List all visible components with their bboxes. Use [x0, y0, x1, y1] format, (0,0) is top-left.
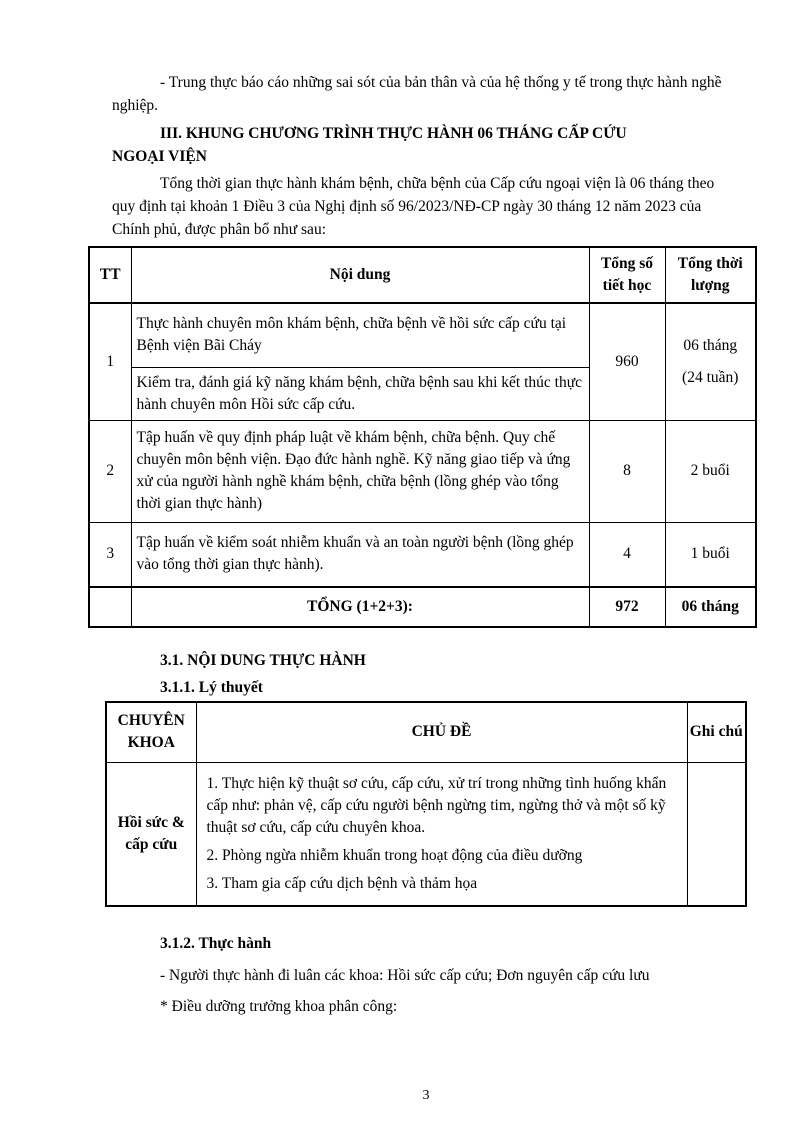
row1-periods: 960: [589, 303, 665, 420]
table-row-1a: [89, 303, 756, 367]
section-heading-line2: NGOẠI VIỆN: [112, 148, 207, 165]
row2-content: Tập huấn về quy định pháp luật về khám bệnh, chữa bệnh. Quy chế chuyên môn bệnh viện. Đạo đức hành nghề. Kỹ năng giao tiếp và ứng xử của người hành nghề khám bệnh, chữa bệnh (lồng ghép vào tổng thời gian thực hành): [131, 420, 589, 522]
theory-table-row: [106, 762, 746, 906]
table-row-3: [89, 522, 756, 587]
col-header-content: Nội dung: [131, 247, 589, 303]
page-number: 3: [422, 1088, 430, 1103]
row1-duration: 06 tháng (24 tuần): [665, 303, 756, 420]
col-header-topic: CHỦ ĐỀ: [196, 702, 687, 762]
row1-number: 1: [89, 303, 131, 420]
row2-periods: 8: [589, 420, 665, 522]
section-312-title: 3.1.2. Thực hành: [160, 934, 272, 952]
section-31-title: 3.1. NỘI DUNG THỰC HÀNH: [160, 652, 366, 669]
paragraph-honesty: - Trung thực báo cáo những sai sót của bản thân và của hệ thống y tế trong thực hành nghề nghiệp.: [112, 74, 722, 114]
paragraph-total-time: Tổng thời gian thực hành khám bệnh, chữa bệnh của Cấp cứu ngoại viện là 06 tháng theo quy định tại khoản 1 Điều 3 của Nghị định số 96/2023/NĐ-CP ngày 30 tháng 12 năm 2023 của Chính phủ, được phân bổ như sau:: [112, 175, 715, 238]
row1-content-part1: Thực hành chuyên môn khám bệnh, chữa bệnh về hồi sức cấp cứu tại Bệnh viện Bãi Cháy: [131, 303, 589, 367]
row3-periods: 4: [589, 522, 665, 587]
total-label: TỔNG (1+2+3):: [131, 587, 589, 627]
table-row-2: [89, 420, 756, 522]
section-heading-line1: III. KHUNG CHƯƠNG TRÌNH THỰC HÀNH 06 THÁNG CẤP CỨU: [160, 125, 627, 142]
total-duration: 06 tháng: [665, 587, 756, 627]
framework-table: [88, 246, 757, 628]
section-311-title: 3.1.1. Lý thuyết: [160, 679, 263, 696]
col-header-duration: Tổng thời lượng: [665, 247, 756, 303]
col-header-note: Ghi chú: [687, 702, 746, 762]
row2-number: 2: [89, 420, 131, 522]
section-heading-iii: [112, 122, 740, 168]
total-periods: 972: [589, 587, 665, 627]
col-header-tt: TT: [89, 247, 131, 303]
row2-duration: 2 buổi: [665, 420, 756, 522]
row3-content: Tập huấn về kiểm soát nhiễm khuẩn và an toàn người bệnh (lồng ghép vào tổng thời gian thực hành).: [131, 522, 589, 587]
framework-table-header-row: [89, 247, 756, 303]
row3-number: 3: [89, 522, 131, 587]
topic-item-2: 2. Phòng ngừa nhiễm khuẩn trong hoạt động của điều dưỡng: [206, 846, 583, 864]
col-header-specialty: CHUYÊN KHOA: [106, 702, 196, 762]
assignment-line: * Điều dưỡng trưởng khoa phân công:: [160, 997, 398, 1015]
topic-item-3: 3. Tham gia cấp cứu dịch bệnh và thảm họa: [206, 874, 478, 892]
topic-cell: [196, 762, 687, 906]
theory-table-header-row: [106, 702, 746, 762]
theory-table: [105, 701, 747, 907]
row3-duration: 1 buổi: [665, 522, 756, 587]
row1-content-part2: Kiểm tra, đánh giá kỹ năng khám bệnh, chữa bệnh sau khi kết thúc thực hành chuyên môn Hồi sức cấp cứu.: [131, 367, 589, 420]
topic-item-1: 1. Thực hiện kỹ thuật sơ cứu, cấp cứu, xử trí trong những tình huống khẩn cấp như: phản vệ, cấp cứu người bệnh ngừng tim, ngừng thở và một số kỹ thuật sơ cứu, cấp cứu chuyên khoa.: [206, 774, 667, 836]
note-cell: [687, 762, 746, 906]
practice-line: - Người thực hành đi luân các khoa: Hồi sức cấp cứu; Đơn nguyên cấp cứu lưu: [160, 966, 650, 984]
table-total-row: [89, 587, 756, 627]
total-tt-empty: [89, 587, 131, 627]
col-header-periods: Tổng số tiết học: [589, 247, 665, 303]
specialty-cell: Hồi sức & cấp cứu: [106, 762, 196, 906]
